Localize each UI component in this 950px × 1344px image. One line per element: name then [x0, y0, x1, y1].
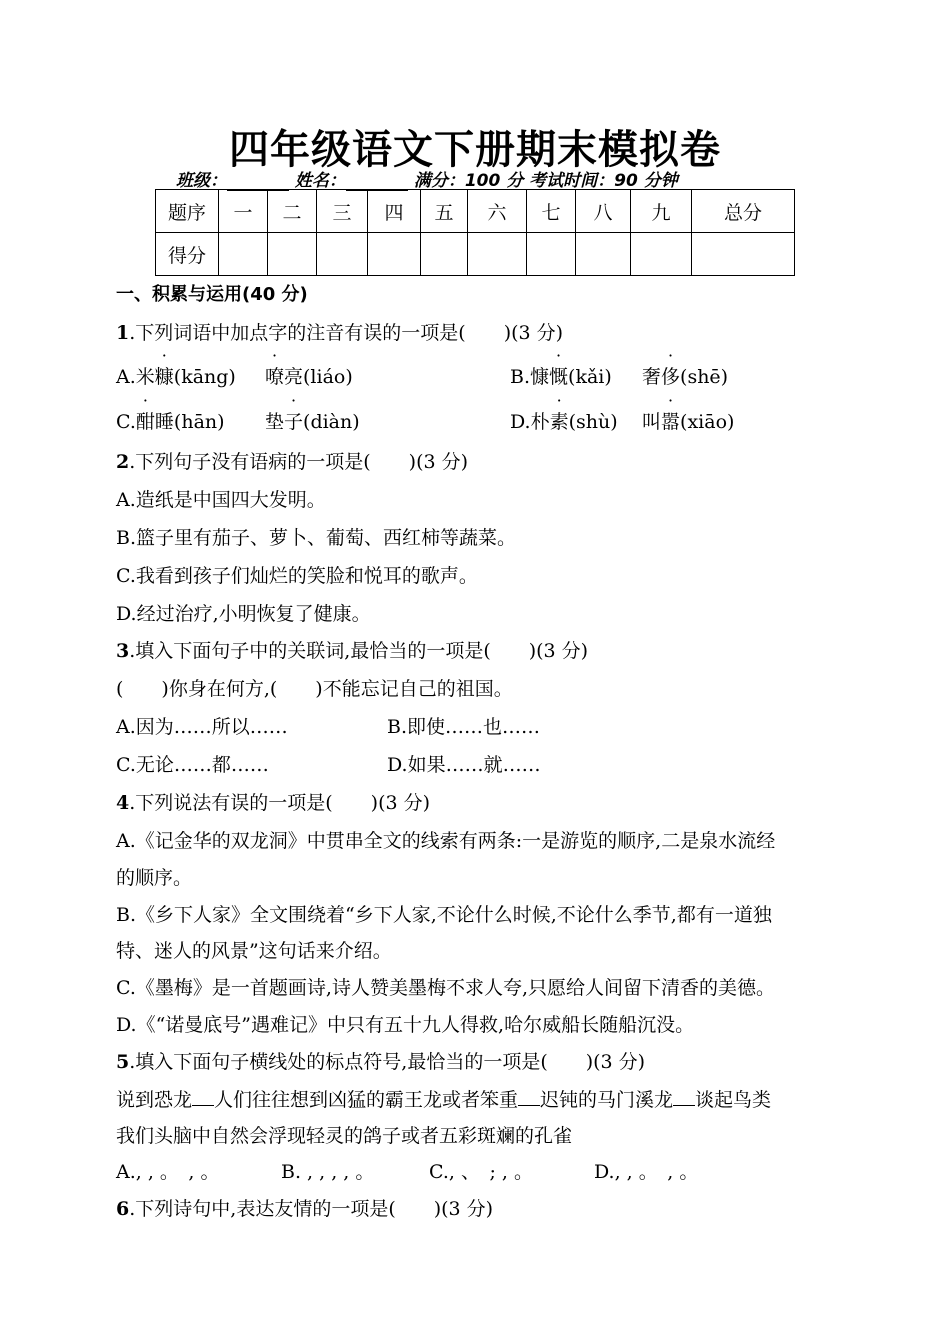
option-c[interactable]: C., 、 ; , 。 [429, 1161, 533, 1183]
score-cell[interactable] [317, 233, 368, 276]
score-cell[interactable] [268, 233, 317, 276]
question-6: 6.下列诗句中,表达友情的一项是( )(3 分) [116, 1198, 494, 1220]
option-b[interactable]: B. , , , , 。 [281, 1161, 375, 1183]
header-cell: 总分 [692, 190, 795, 233]
question-4: 4.下列说法有误的一项是( )(3 分) [116, 792, 431, 814]
question-sentence: 说到恐龙 人们往往想到凶猛的霸王龙或者笨重 迟钝的马门溪龙 谈起鸟类 [116, 1089, 772, 1111]
option-b[interactable]: B.篮子里有茄子、萝卜、葡萄、西红柿等蔬菜。 [116, 527, 517, 549]
question-5: 5.填入下面句子横线处的标点符号,最恰当的一项是( )(3 分) [116, 1051, 646, 1073]
option-d[interactable]: D.经过治疗,小明恢复了健康。 [116, 603, 371, 625]
option-a[interactable]: A., , 。 , 。 [116, 1161, 220, 1183]
question-sentence-cont: 我们头脑中自然会浮现轻灵的鸽子或者五彩斑斓的孔雀 [116, 1125, 573, 1147]
option-a[interactable]: A.《记金华的双龙洞》中贯串全文的线索有两条:一是游览的顺序,二是泉水流经 [116, 830, 776, 852]
option-b-cont: 特、迷人的风景”这句话来介绍。 [116, 940, 392, 962]
option-c2: 垫子(diàn) [265, 411, 360, 433]
score-cell[interactable] [421, 233, 468, 276]
score-cell[interactable] [468, 233, 527, 276]
header-cell: 六 [468, 190, 527, 233]
name-label: 姓名： [294, 171, 346, 191]
question-1 [116, 318, 563, 345]
option-d1[interactable]: D.朴素(shù) [510, 411, 618, 433]
option-c[interactable]: C.无论……都…… [116, 754, 269, 776]
full-score: 满分：100 分 [413, 171, 524, 191]
question-number: 1 [116, 322, 130, 344]
score-table [155, 189, 795, 276]
header-cell: 一 [219, 190, 268, 233]
option-b[interactable]: B.即使……也…… [387, 716, 541, 738]
option-b1[interactable]: B.慷慨(kǎi) [510, 366, 612, 388]
header-cell: 三 [317, 190, 368, 233]
score-header-row [156, 190, 795, 233]
option-a[interactable]: A.造纸是中国四大发明。 [116, 489, 326, 511]
option-c1[interactable]: C.酣睡(hān) [116, 411, 225, 433]
header-cell: 九 [631, 190, 692, 233]
exam-info [176, 166, 678, 191]
question-3: 3.填入下面句子中的关联词,最恰当的一项是( )(3 分) [116, 640, 589, 662]
header-cell: 二 [268, 190, 317, 233]
option-c[interactable]: C.《墨梅》是一首题画诗,诗人赞美墨梅不求人夸,只愿给人间留下清香的美德。 [116, 977, 775, 999]
score-label-cell: 得分 [156, 233, 219, 276]
blank-line[interactable] [192, 1089, 214, 1106]
header-cell: 八 [576, 190, 631, 233]
score-cell[interactable] [527, 233, 576, 276]
option-d[interactable]: D., , 。 , 。 [594, 1161, 699, 1183]
option-d[interactable]: D.《“诺曼底号”遇难记》中只有五十九人得救,哈尔威船长随船沉没。 [116, 1014, 695, 1036]
option-b[interactable]: B.《乡下人家》全文围绕着“乡下人家,不论什么时候,不论什么季节,都有一道独 [116, 904, 772, 926]
header-cell: 题序 [156, 190, 219, 233]
score-cell[interactable] [368, 233, 421, 276]
option-d[interactable]: D.如果……就…… [387, 754, 541, 776]
score-value-row [156, 233, 795, 276]
question-2: 2.下列句子没有语病的一项是( )(3 分) [116, 451, 469, 473]
blank-line[interactable] [518, 1089, 540, 1106]
question-text: .下列词语中加点字的注音有误的一项是( )(3 分) [129, 322, 564, 344]
option-a-cont: 的顺序。 [116, 867, 193, 889]
section-heading: 一、积累与运用(40 分) [116, 284, 308, 305]
option-a[interactable]: A.因为……所以…… [116, 716, 288, 738]
score-cell[interactable] [219, 233, 268, 276]
score-cell[interactable] [576, 233, 631, 276]
option-c[interactable]: C.我看到孩子们灿烂的笑脸和悦耳的歌声。 [116, 565, 478, 587]
score-cell[interactable] [692, 233, 795, 276]
option-d2: 叫嚣(xiāo) [642, 411, 735, 433]
header-cell: 四 [368, 190, 421, 233]
option-a1[interactable]: A.米糠(kāng) [116, 366, 236, 388]
exam-time: 考试时间：90 分钟 [529, 171, 678, 191]
score-cell[interactable] [631, 233, 692, 276]
option-b2: 奢侈(shē) [642, 366, 729, 388]
option-a2: 嘹亮(liáo) [265, 366, 353, 388]
blank-line[interactable] [673, 1089, 695, 1106]
page-title: 四年级语文下册期末模拟卷 [229, 127, 721, 173]
header-cell: 七 [527, 190, 576, 233]
class-label: 班级： [176, 171, 227, 191]
question-sentence: ( )你身在何方,( )不能忘记自己的祖国。 [116, 678, 513, 700]
header-cell: 五 [421, 190, 468, 233]
